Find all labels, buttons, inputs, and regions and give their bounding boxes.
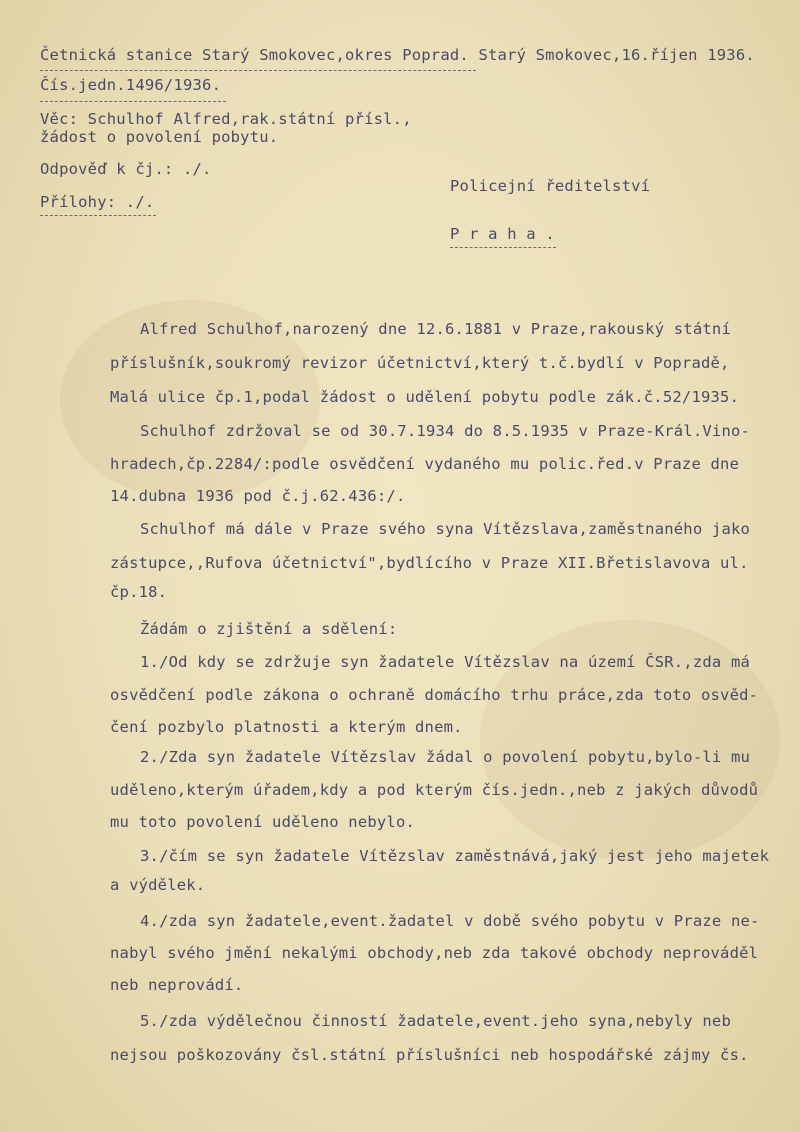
body-line: Malá ulice čp.1,podal žádost o udělení pobytu podle zák.č.52/1935. bbox=[110, 388, 740, 406]
reference-number: Čís.jedn.1496/1936. bbox=[40, 76, 222, 94]
station-header: Četnická stanice Starý Smokovec,okres Poprad. Starý Smokovec,16.říjen 1936. bbox=[40, 46, 755, 64]
subject-line-2: žádost o povolení pobytu. bbox=[40, 128, 279, 146]
body-line: čp.18. bbox=[110, 583, 168, 601]
recipient-city: P r a h a . bbox=[450, 225, 555, 243]
body-line: 4./zda syn žadatele,event.žadatel v době svého pobytu v Praze ne- bbox=[140, 912, 760, 930]
attachments-underline bbox=[40, 215, 156, 216]
body-line: příslušník,soukromý revizor účetnictví,který t.č.bydlí v Popradě, bbox=[110, 354, 730, 372]
body-line: 3./čím se syn žadatele Vítězslav zaměstnává,jaký jest jeho majetek bbox=[140, 847, 770, 865]
body-line: 14.dubna 1936 pod č.j.62.436:/. bbox=[110, 487, 406, 505]
body-line: Žádám o zjištění a sdělení: bbox=[140, 620, 398, 638]
body-line: hradech,čp.2284/:podle osvědčení vydaného mu polic.řed.v Praze dne bbox=[110, 455, 740, 473]
body-line: nejsou poškozovány čsl.státní příslušníci neb hospodářské zájmy čs. bbox=[110, 1046, 749, 1064]
recipient-name: Policejní ředitelství bbox=[450, 177, 651, 195]
body-line: Schulhof zdržoval se od 30.7.1934 do 8.5.1935 v Praze-Král.Vino- bbox=[140, 422, 751, 440]
body-line: mu toto povolení uděleno nebylo. bbox=[110, 813, 416, 831]
body-line: uděleno,kterým úřadem,kdy a pod kterým čís.jedn.,neb z jakých důvodů bbox=[110, 781, 759, 799]
body-line: osvědčení podle zákona o ochraně domácího trhu práce,zda toto osvěd- bbox=[110, 686, 759, 704]
body-line: a výdělek. bbox=[110, 876, 206, 894]
body-line: Alfred Schulhof,narozený dne 12.6.1881 v Praze,rakouský státní bbox=[140, 320, 731, 338]
ref-underline bbox=[40, 101, 226, 102]
attachments: Přílohy: ./. bbox=[40, 193, 155, 211]
body-line: nabyl svého jmění nekalými obchody,neb zda takové obchody neprováděl bbox=[110, 944, 759, 962]
subject-line-1: Věc: Schulhof Alfred,rak.státní přísl., bbox=[40, 110, 412, 128]
city-underline bbox=[450, 247, 556, 248]
header-underline bbox=[40, 70, 476, 71]
body-line: Schulhof má dále v Praze svého syna Vítězslava,zaměstnaného jako bbox=[140, 520, 751, 538]
body-line: 1./Od kdy se zdržuje syn žadatele Vítězslav na území ČSR.,zda má bbox=[140, 653, 751, 671]
body-line: čení pozbylo platnosti a kterým dnem. bbox=[110, 718, 463, 736]
reply-to: Odpověď k čj.: ./. bbox=[40, 160, 212, 178]
body-line: 2./Zda syn žadatele Vítězslav žádal o povolení pobytu,bylo-li mu bbox=[140, 748, 751, 766]
body-line: neb neprovádí. bbox=[110, 976, 244, 994]
body-line: 5./zda výdělečnou činností žadatele,event.jeho syna,nebyly neb bbox=[140, 1012, 731, 1030]
body-line: zástupce,,Rufova účetnictví",bydlícího v Praze XII.Břetislavova ul. bbox=[110, 554, 749, 572]
